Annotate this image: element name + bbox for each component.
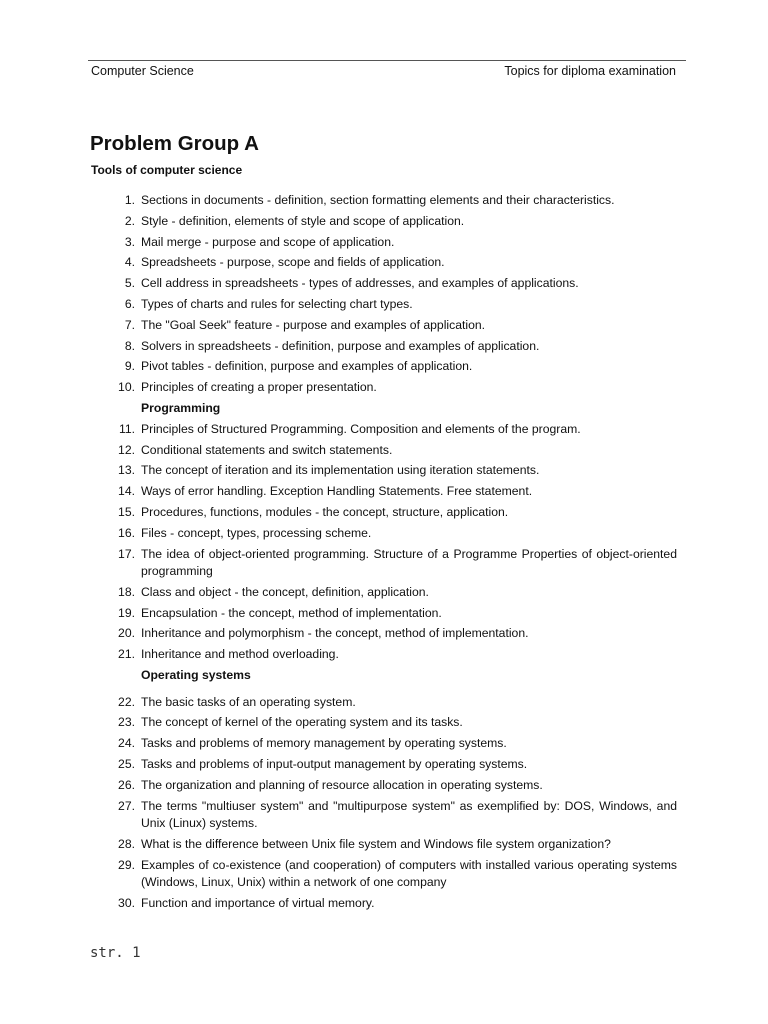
list-item [91,714,677,732]
list-item [91,483,677,501]
section-heading-tools: Tools of computer science [91,163,243,177]
list-item-text: Ways of error handling. Exception Handling Statements. Free statement. [141,484,533,499]
list-item [91,462,677,480]
section-heading-label: Programming [141,400,221,415]
list-item-number: 29. [118,857,135,872]
header-rule [88,60,686,61]
list-item [91,358,677,376]
list-item-number: 14. [118,484,135,499]
list-item-number: 11. [118,421,135,436]
header-document-title: Topics for diploma examination [504,64,676,78]
list-item [91,213,677,231]
list-item-number: 21. [118,647,135,662]
list-item-text: Cell address in spreadsheets - types of addresses, and examples of applications. [141,276,579,291]
list-item [91,525,677,543]
section-heading [91,400,677,418]
list-item-number: 28. [118,836,135,851]
page-title: Problem Group A [90,132,259,155]
list-item [91,735,677,753]
list-item-number: 15. [118,504,135,519]
list-item [91,254,677,272]
list-item-text: The idea of object-oriented programming. Structure of a Programme Properties of object-oriented programming [141,546,677,579]
list-item-number: 4. [124,255,135,270]
list-item [91,421,677,439]
list-item-text: The "Goal Seek" feature - purpose and examples of application. [141,317,486,332]
list-item-number: 23. [118,715,135,730]
list-item-text: The terms "multiuser system" and "multipurpose system" as exemplified by: DOS, Windows, and Unix (Linux) systems. [141,798,677,831]
list-item-number: 19. [118,605,135,620]
list-item-number: 20. [118,626,135,641]
list-item [91,756,677,774]
section-heading-label: Operating systems [141,668,251,683]
section-heading [91,667,677,685]
list-item [91,379,677,397]
list-item [91,584,677,602]
list-item-text: Inheritance and polymorphism - the concept, method of implementation. [141,626,529,641]
list-item-text: The concept of kernel of the operating system and its tasks. [141,715,463,730]
list-item-number: 30. [118,895,135,910]
list-item [91,857,677,892]
list-item [91,895,677,913]
list-item-text: The basic tasks of an operating system. [141,694,356,709]
list-item [91,296,677,314]
list-item-text: Conditional statements and switch statements. [141,442,393,457]
list-item-number: 13. [118,463,135,478]
list-item-text: Class and object - the concept, definition, application. [141,584,429,599]
page-number: str. 1 [90,945,141,961]
list-item [91,338,677,356]
list-item-number: 9. [124,359,135,374]
list-item [91,777,677,795]
list-item-text: Types of charts and rules for selecting chart types. [141,296,413,311]
list-item-text: Files - concept, types, processing scheme. [141,525,372,540]
list-item-number: 16. [118,525,135,540]
list-item-number: 22. [118,694,135,709]
list-item-text: What is the difference between Unix file system and Windows file system organization? [141,836,611,851]
topic-list [91,192,677,916]
list-item [91,504,677,522]
list-item-text: Encapsulation - the concept, method of implementation. [141,605,442,620]
list-item [91,836,677,854]
list-item-text: Pivot tables - definition, purpose and examples of application. [141,359,473,374]
list-item-number: 2. [124,213,135,228]
list-item-number: 12. [118,442,135,457]
list-item [91,646,677,664]
list-item-text: Solvers in spreadsheets - definition, purpose and examples of application. [141,338,540,353]
list-item-number: 3. [124,234,135,249]
list-item [91,234,677,252]
list-item-text: Tasks and problems of memory management by operating systems. [141,736,507,751]
list-item [91,605,677,623]
list-item [91,546,677,581]
list-item-text: Style - definition, elements of style and scope of application. [141,213,465,228]
list-item-number: 24. [118,736,135,751]
header-subject: Computer Science [91,64,194,78]
list-item [91,192,677,210]
list-item [91,798,677,833]
list-item-text: Tasks and problems of input-output management by operating systems. [141,756,528,771]
list-item-text: Procedures, functions, modules - the concept, structure, application. [141,504,509,519]
list-item [91,694,677,712]
list-item [91,275,677,293]
list-item-text: Mail merge - purpose and scope of application. [141,234,395,249]
list-item-number: 26. [118,777,135,792]
list-item-number: 10. [118,380,135,395]
list-item-number: 25. [118,756,135,771]
list-item-number: 18. [118,584,135,599]
list-item-text: Inheritance and method overloading. [141,647,339,662]
list-item-text: Examples of co-existence (and cooperation) of computers with installed various operating systems (Windows, Linux, Unix) within a network of one company [141,857,677,890]
list-item-number: 6. [124,296,135,311]
list-item-text: Function and importance of virtual memory. [141,895,375,910]
list-item [91,625,677,643]
list-item-text: Principles of creating a proper presentation. [141,380,377,395]
list-item-text: The concept of iteration and its implementation using iteration statements. [141,463,540,478]
list-item-number: 27. [118,798,135,813]
list-item-number: 8. [124,338,135,353]
list-item-text: Principles of Structured Programming. Composition and elements of the program. [141,421,581,436]
list-item-number: 7. [124,317,135,332]
list-item-text: Spreadsheets - purpose, scope and fields of application. [141,255,445,270]
list-item-number: 17. [118,546,135,561]
list-item-text: The organization and planning of resource allocation in operating systems. [141,777,543,792]
list-item [91,317,677,335]
list-item-number: 5. [124,276,135,291]
list-item-text: Sections in documents - definition, section formatting elements and their characteristics. [141,193,615,207]
list-item [91,442,677,460]
list-item-number: 1. [124,193,135,207]
